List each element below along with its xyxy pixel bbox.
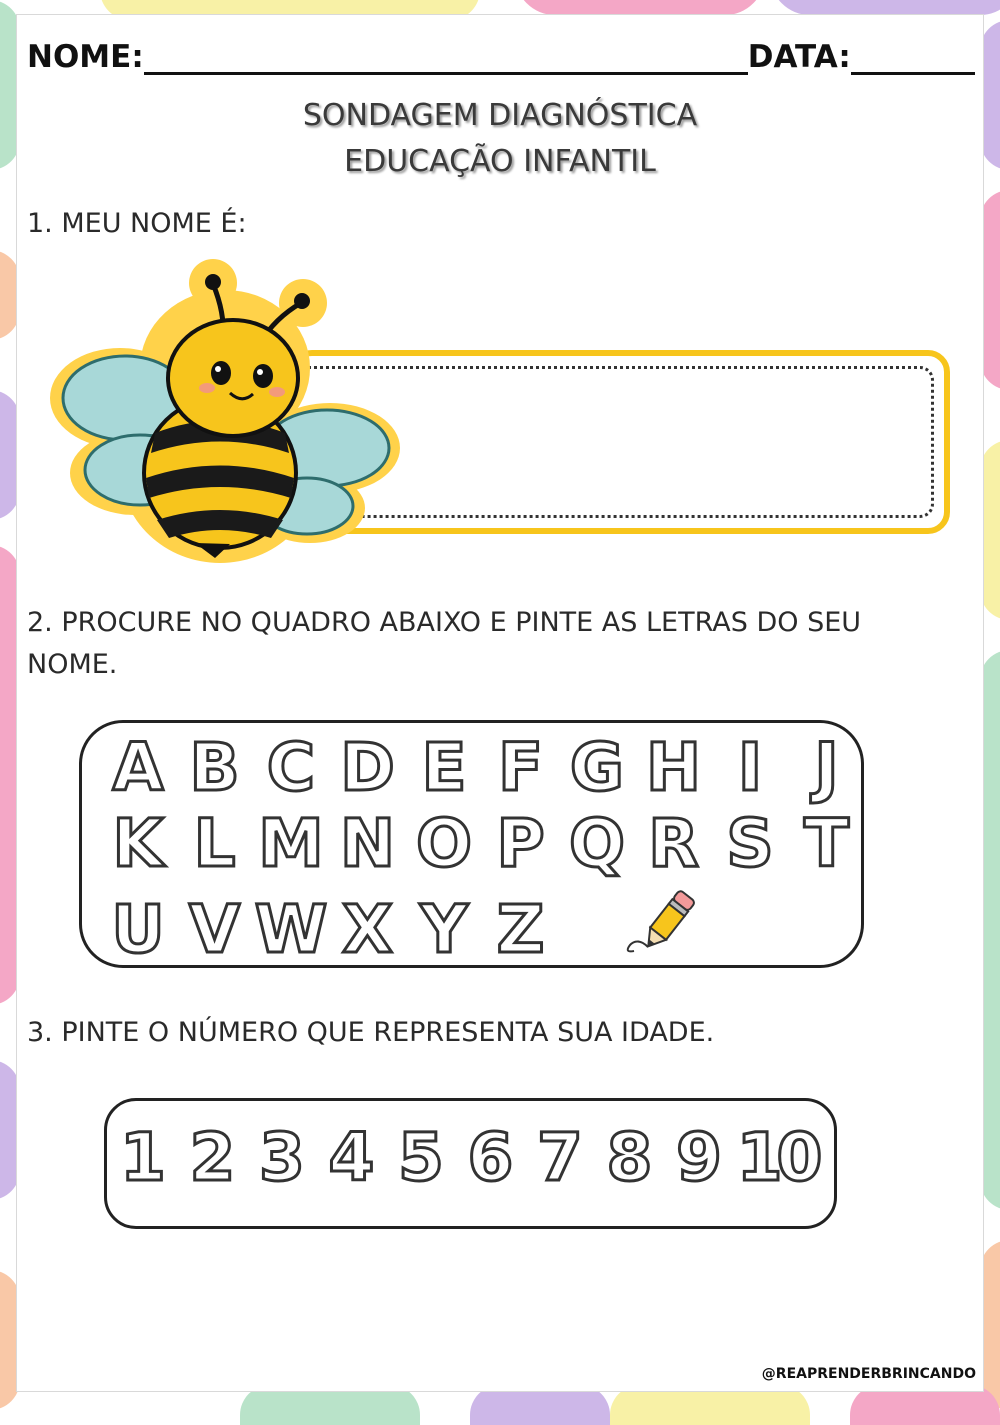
letter-z[interactable]: Z: [496, 891, 545, 968]
number-1[interactable]: 1: [120, 1119, 166, 1196]
letter-u[interactable]: U: [111, 891, 165, 968]
letter-g[interactable]: G: [569, 729, 625, 806]
letter-f[interactable]: F: [497, 729, 544, 806]
letter-q[interactable]: Q: [568, 805, 626, 882]
number-7[interactable]: 7: [537, 1119, 583, 1196]
title-line-2: EDUCAÇÃO INFANTIL: [344, 144, 656, 179]
letter-e[interactable]: E: [421, 729, 467, 806]
question-3: 3. PINTE O NÚMERO QUE REPRESENTA SUA IDADE.: [27, 1017, 715, 1048]
letter-k[interactable]: K: [112, 805, 164, 882]
footer-credit: @REAPRENDERBRINCANDO: [761, 1366, 976, 1382]
letter-r[interactable]: R: [648, 805, 699, 882]
pencil-icon: [620, 885, 700, 960]
letter-b[interactable]: B: [189, 729, 240, 806]
letter-s[interactable]: S: [726, 805, 774, 882]
name-blank[interactable]: [144, 38, 748, 75]
letter-m[interactable]: M: [258, 805, 324, 882]
number-6[interactable]: 6: [467, 1119, 514, 1196]
date-blank[interactable]: [851, 38, 975, 75]
date-label: DATA:: [747, 39, 851, 75]
decor-top-pink: [515, 0, 765, 15]
number-5[interactable]: 5: [398, 1119, 444, 1196]
letter-v[interactable]: V: [188, 891, 241, 968]
number-2[interactable]: 2: [189, 1119, 236, 1196]
letter-h[interactable]: H: [645, 729, 702, 806]
letter-x[interactable]: X: [342, 891, 393, 968]
letter-o[interactable]: O: [415, 805, 473, 882]
letter-d[interactable]: D: [340, 729, 395, 806]
question-1: 1. MEU NOME É:: [27, 208, 247, 239]
decor-top-lavender: [770, 0, 1000, 15]
bee-icon: [45, 258, 405, 573]
question-2: 2. PROCURE NO QUADRO ABAIXO E PINTE AS LETRAS DO SEU NOME.: [27, 607, 862, 680]
letter-j[interactable]: J: [814, 729, 839, 806]
number-10[interactable]: 10: [736, 1119, 817, 1196]
number-4[interactable]: 4: [328, 1119, 375, 1196]
letter-a[interactable]: A: [112, 729, 164, 806]
letter-t[interactable]: T: [803, 805, 850, 882]
letter-i[interactable]: I: [737, 729, 763, 806]
title-line-1: SONDAGEM DIAGNÓSTICA: [302, 98, 698, 133]
letter-p[interactable]: P: [496, 805, 545, 882]
number-9[interactable]: 9: [676, 1119, 722, 1196]
letter-c[interactable]: C: [266, 729, 316, 806]
letter-y[interactable]: Y: [420, 891, 468, 968]
name-label: NOME:: [27, 39, 144, 75]
letter-n[interactable]: N: [339, 805, 396, 882]
letter-l[interactable]: L: [193, 805, 236, 882]
number-8[interactable]: 8: [606, 1119, 653, 1196]
header-line: [27, 38, 972, 82]
letter-w[interactable]: W: [254, 891, 328, 968]
number-3[interactable]: 3: [259, 1119, 305, 1196]
